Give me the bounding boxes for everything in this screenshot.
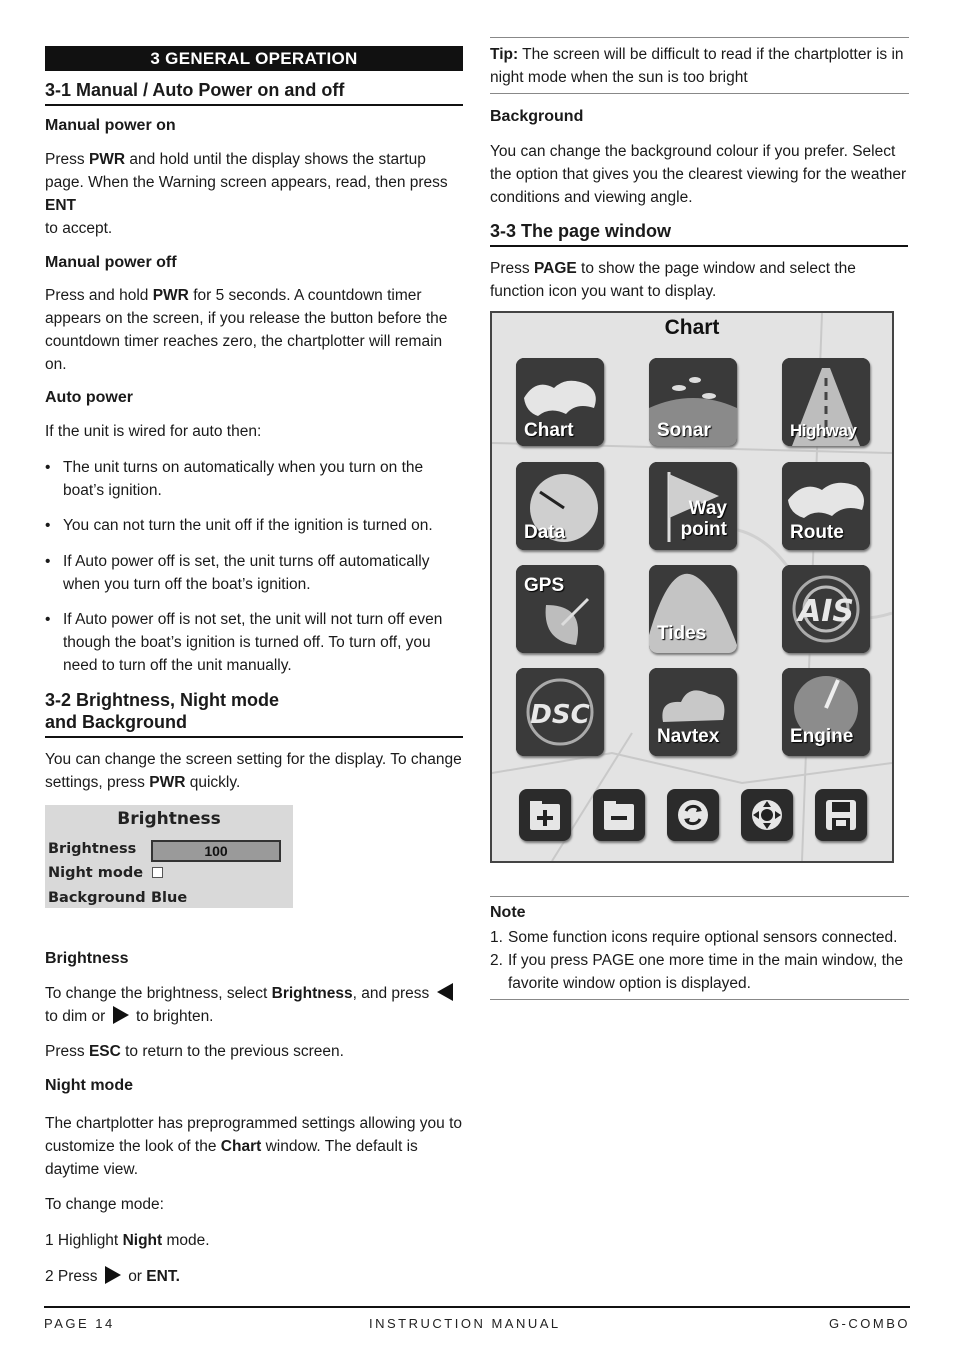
brightness-value-field: 100 — [151, 840, 281, 862]
left-arrow-icon — [437, 983, 453, 1001]
night-mode-step-1: 1 Highlight Night mode. — [45, 1232, 210, 1249]
brightness-settings-screenshot — [45, 805, 293, 908]
auto-power-title: Auto power — [45, 389, 133, 406]
auto-power-intro: If the unit is wired for auto then: — [45, 423, 262, 440]
sonar-function-button[interactable]: Sonar — [649, 358, 737, 446]
divider — [490, 37, 909, 38]
page-window-screenshot — [490, 311, 894, 863]
night-mode-text: The chartplotter has preprogrammed settings allowing you to customize the look of the Chart window. The default is daytime view. — [45, 1115, 462, 1178]
section-title-bar: 3 GENERAL OPERATION — [45, 46, 463, 71]
list-item: 1. Some function icons require optional sensors connected. — [490, 929, 898, 946]
note-title: Note — [490, 904, 526, 921]
page-footer — [44, 1306, 910, 1331]
section-3-1-heading: 3-1 Manual / Auto Power on and off — [45, 79, 463, 106]
manual-power-on-title: Manual power on — [45, 117, 176, 134]
background-text: You can change the background colour if you prefer. Select the option that gives you the clearest viewing for the weather conditions and viewing angle. — [490, 143, 907, 206]
refresh-button[interactable] — [667, 789, 719, 841]
section-3-2-heading: 3-2 Brightness, Night mode and Background — [45, 689, 463, 738]
section-3-3-heading: 3-3 The page window — [490, 220, 908, 247]
list-item: • If Auto power off is set, the unit turns off automatically when you turn off the boat’s ignition. — [45, 553, 430, 593]
ais-icon-label: AIS — [798, 594, 854, 629]
data-function-button[interactable]: Data — [516, 462, 604, 550]
highway-function-button[interactable]: Highway — [782, 358, 870, 446]
page-window-title: Chart — [664, 316, 720, 339]
dsc-function-button[interactable] — [516, 668, 604, 756]
background-row-label: Background — [48, 890, 146, 906]
brightness-text: To change the brightness, select Brightness, and press to dim or to brighten. — [45, 982, 464, 1028]
brightness-screen-title: Brightness — [117, 809, 221, 829]
list-item: 2. If you press PAGE one more time in the main window, the favorite window option is displayed. — [490, 952, 904, 992]
list-item: • The unit turns on automatically when you turn on the boat’s ignition. — [45, 459, 424, 499]
tides-function-button[interactable]: Tides — [649, 565, 737, 653]
divider — [490, 896, 909, 897]
divider — [490, 999, 909, 1000]
night-mode-checkbox — [152, 867, 163, 878]
brightness-row-label: Brightness — [48, 841, 137, 857]
add-folder-button[interactable] — [519, 789, 571, 841]
background-title: Background — [490, 108, 584, 125]
page-window-text: Press PAGE to show the page window and select the function icon you want to display. — [490, 260, 856, 300]
page-number: PAGE 14 — [44, 1316, 115, 1331]
product-name: G-COMBO — [828, 1316, 910, 1331]
background-row-value: Blue — [151, 890, 188, 906]
tip-text: Tip: The screen will be difficult to read if the chartplotter is in night mode when the sun is too bright — [490, 46, 904, 86]
move-button[interactable] — [741, 789, 793, 841]
divider — [490, 93, 909, 94]
chart-function-button[interactable]: Chart — [516, 358, 604, 446]
night-mode-row-label: Night mode — [48, 865, 144, 881]
list-item: • You can not turn the unit off if the ignition is turned on. — [45, 517, 433, 534]
route-function-button[interactable]: Route — [782, 462, 870, 550]
manual-power-off-text: Press and hold PWR for 5 seconds. A countdown timer appears on the screen, if you release the button before the countdown timer reaches zero, the chartplotter will remain on. — [45, 287, 448, 373]
manual-power-on-text: Press PWR and hold until the display shows the startup page. When the Warning screen appears, read, then press ENT to accept. — [45, 151, 448, 237]
navtex-function-button[interactable]: Navtex — [649, 668, 737, 756]
remove-folder-icon — [602, 798, 636, 832]
list-item: • If Auto power off is not set, the unit will not turn off even though the boat’s ignition is turned off. To turn off, you need to turn off the unit manually. — [45, 611, 443, 674]
ais-signal-icon — [782, 565, 870, 653]
refresh-icon — [676, 798, 710, 832]
save-icon — [824, 798, 858, 832]
engine-function-button[interactable]: Engine — [782, 668, 870, 756]
dsc-radio-icon — [516, 668, 604, 756]
save-button[interactable] — [815, 789, 867, 841]
dsc-icon-label: DSC — [530, 700, 590, 730]
move-icon — [750, 798, 784, 832]
ais-function-button[interactable] — [782, 565, 870, 653]
right-arrow-icon — [113, 1006, 129, 1024]
waypoint-function-button[interactable]: Way point — [649, 462, 737, 550]
right-arrow-icon — [105, 1266, 121, 1284]
night-mode-change-intro: To change mode: — [45, 1196, 164, 1213]
add-folder-icon — [528, 798, 562, 832]
remove-folder-button[interactable] — [593, 789, 645, 841]
gps-function-button[interactable]: GPS — [516, 565, 604, 653]
night-mode-title: Night mode — [45, 1077, 133, 1094]
night-mode-step-2: 2 Press or ENT. — [45, 1268, 180, 1285]
manual-title: INSTRUCTION MANUAL — [369, 1316, 561, 1331]
brightness-title: Brightness — [45, 950, 129, 967]
manual-power-off-title: Manual power off — [45, 254, 177, 271]
esc-text: Press ESC to return to the previous screen. — [45, 1043, 344, 1060]
section-3-2-intro: You can change the screen setting for the display. To change settings, press PWR quickly. — [45, 751, 462, 791]
